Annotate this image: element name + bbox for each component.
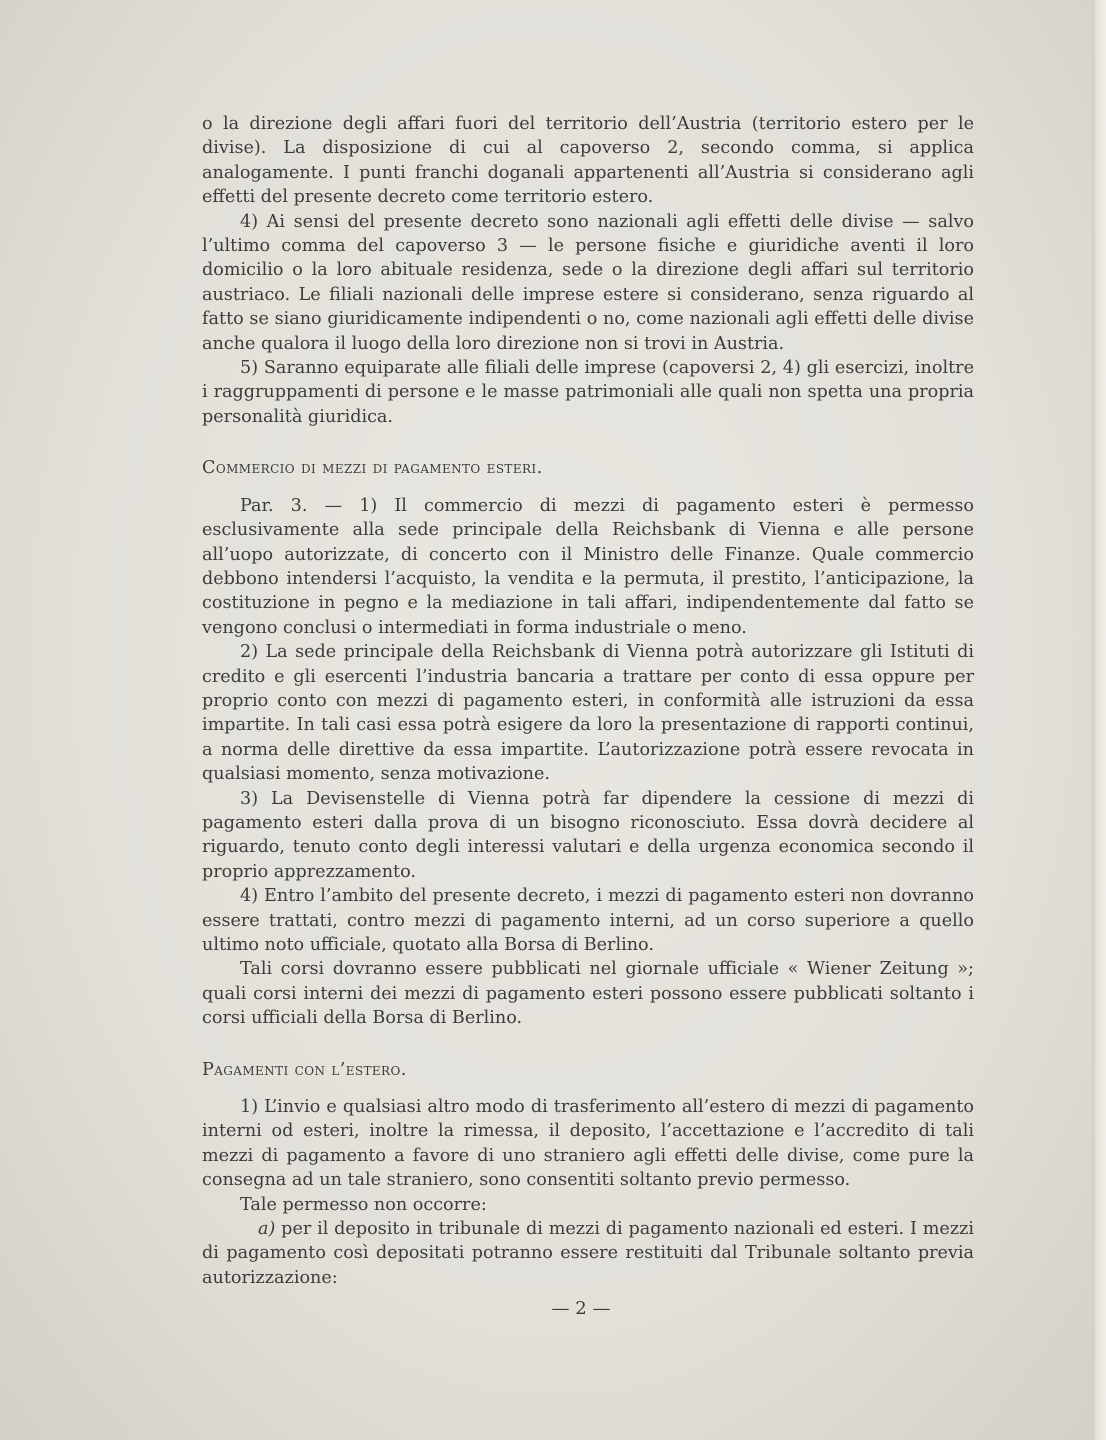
paragraph-permesso: Tale permesso non occorre: (240, 1194, 487, 1215)
paragraph-5: 5) Saranno equiparate alle filiali delle imprese (capoversi 2, 4) gli esercizi, inoltre i raggruppamenti di persone e le masse patrimoniali alle quali non spetta una propria personalità giuridica. (202, 358, 974, 427)
paragraph-par3-1: Par. 3. — 1) Il commercio di mezzi di pagamento esteri è permesso esclusivamente alla sede principale della Reichsbank di Vienna e alle persone all’uopo autorizzate, di concerto con il Ministro delle Finanze. Quale commercio debbono intendersi l’acquisto, la vendita e la permuta, il prestito, l’anticipazione, la costituzione in pegno e la mediazione in tali affari, indipendentemente dal fatto se vengono conclusi o intermediati in forma industriale o meno. (202, 495, 974, 638)
paragraph-par3-4: 4) Entro l’ambito del presente decreto, i mezzi di pagamento esteri non dovranno essere trattati, contro mezzi di pagamento interni, ad un corso superiore a quello ultimo noto ufficiale, quotato alla Borsa di Berlino. (202, 886, 974, 955)
paragraph-continuation: o la direzione degli affari fuori del territorio dell’Austria (territorio estero per le divise). La disposizione di cui al capoverso 2, secondo comma, si applica analogamente. I punti franchi doganali appartenenti all’Austria si considerano agli effetti del presente decreto come territorio estero. (202, 114, 974, 208)
body-text (202, 112, 974, 1290)
paragraph-corsi: Tali corsi dovranno essere pubblicati nel giornale ufficiale « Wiener Zeitung »; quali corsi interni dei mezzi di pagamento esteri possono essere pubblicati soltanto i corsi ufficiali della Borsa di Berlino. (202, 959, 974, 1029)
page-edge (1092, 0, 1106, 1440)
list-item-a (202, 1217, 974, 1290)
paragraph-par3-2: 2) La sede principale della Reichsbank di Vienna potrà autorizzare gli Istituti di credito e gli esercenti l’industria bancaria a trattare per conto di essa oppure per proprio conto con mezzi di pagamento esteri, in conformità alle istruzioni da essa impartite. In tali casi essa potrà esigere da loro la presentazione di rapporti continui, a norma delle direttive da essa impartite. L’autorizzazione potrà essere revocata in qualsiasi momento, senza motivazione. (202, 642, 974, 785)
section-heading-commercio: Commercio di mezzi di pagamento esteri. (202, 458, 543, 479)
paragraph-pagamenti-1: 1) L’invio e qualsiasi altro modo di trasferimento all’estero di mezzi di pagamento interni od esteri, inoltre la rimessa, il deposito, l’accettazione e l’accredito di tali mezzi di pagamento a favore di uno straniero agli effetti delle divise, come pure la consegna ad un tale straniero, sono consentiti soltanto previo permesso. (202, 1097, 974, 1191)
list-item-a-text: per il deposito in tribunale di mezzi di pagamento nazionali ed esteri. I mezzi di pagamento così depositati potranno essere restituiti dal Tribunale soltanto previa autorizzazione: (202, 1219, 974, 1288)
page-number: — 2 — (551, 1298, 611, 1319)
paragraph-4: 4) Ai sensi del presente decreto sono nazionali agli effetti delle divise — salvo l’ultimo comma del capoverso 3 — le persone fisiche e giuridiche aventi il loro domicilio o la loro abituale residenza, sede o la direzione degli affari sul territorio austriaco. Le filiali nazionali delle imprese estere si considerano, senza riguardo al fatto se siano giuridicamente indipendenti o no, come nazionali agli effetti delle divise anche qualora il luogo della loro direzione non si trovi in Austria. (202, 211, 974, 354)
list-item-a-label: a) (258, 1219, 276, 1240)
paragraph-par3-3: 3) La Devisenstelle di Vienna potrà far dipendere la cessione di mezzi di pagamento esteri dalla prova di un bisogno riconosciuto. Essa dovrà decidere al riguardo, tenuto conto degli interessi valutari e della urgenza economica secondo il proprio apprezzamento. (202, 788, 974, 882)
section-heading-pagamenti: Pagamenti con l’estero. (202, 1059, 407, 1080)
